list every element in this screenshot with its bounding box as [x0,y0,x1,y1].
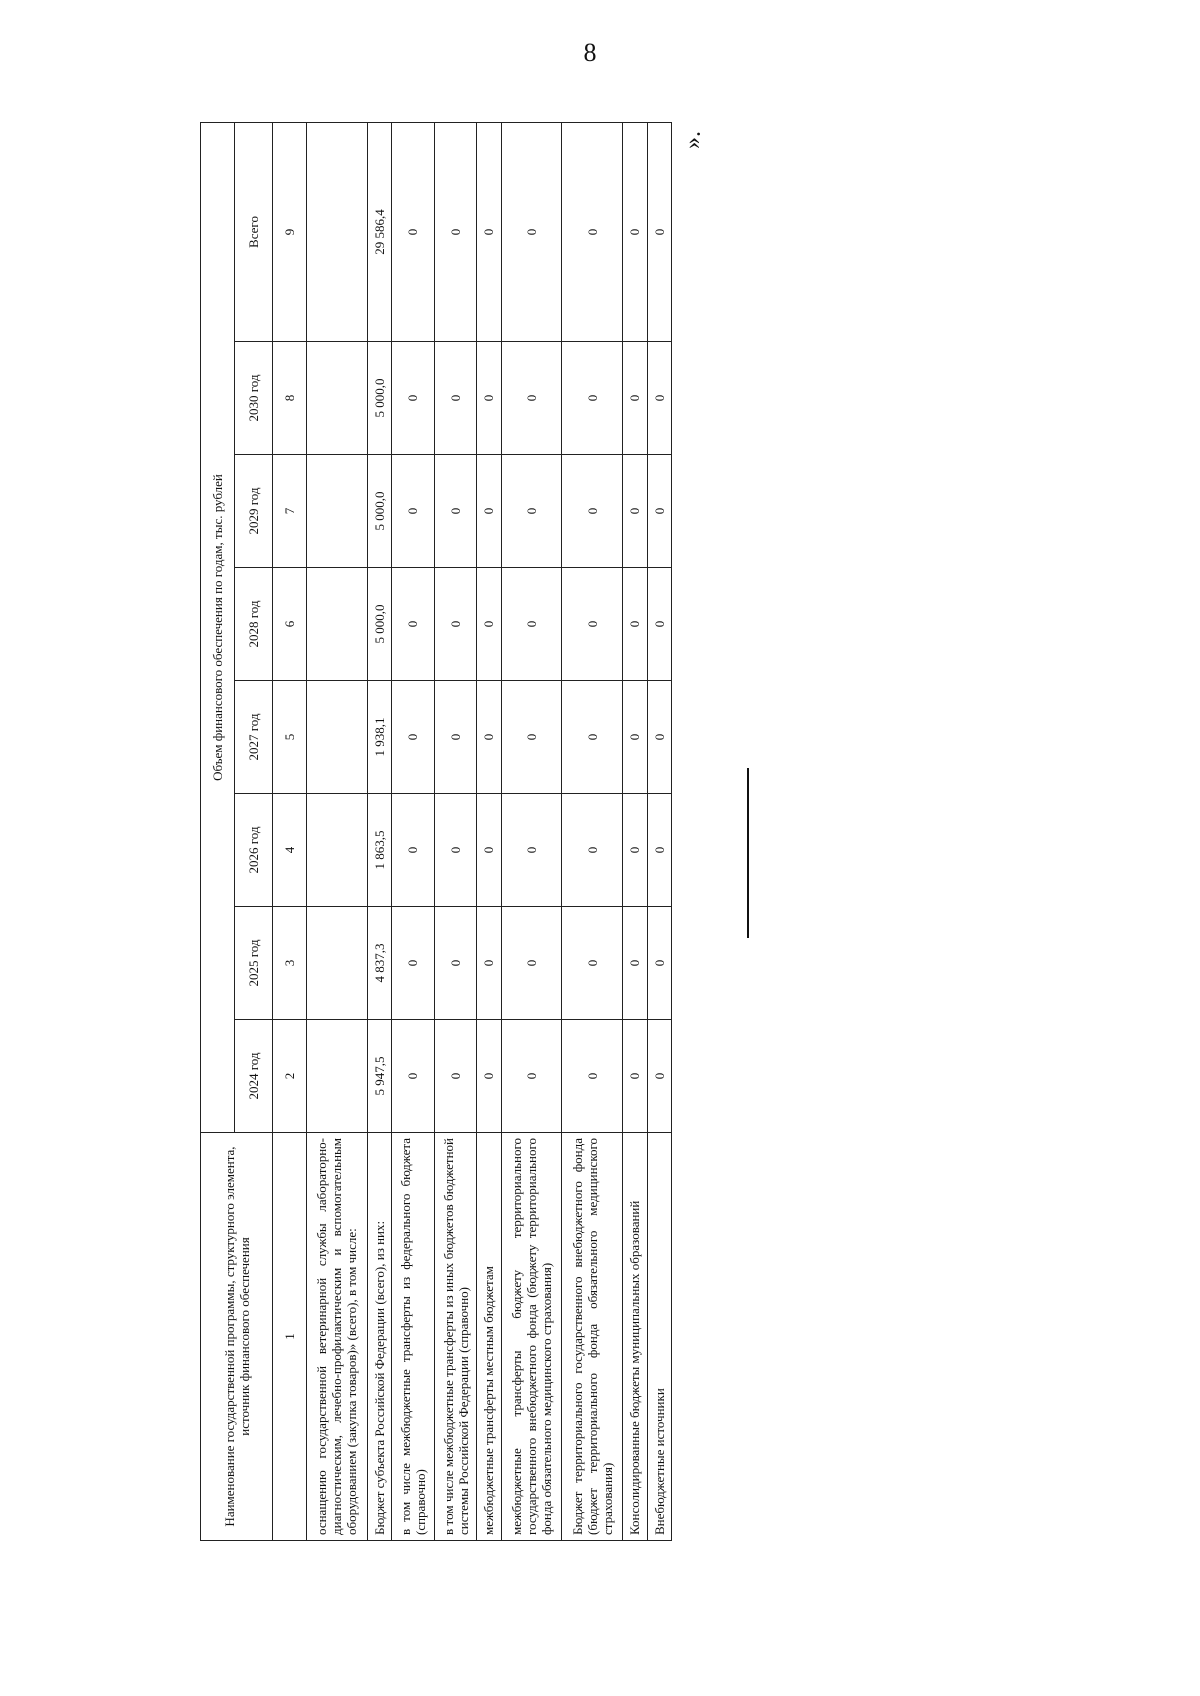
value-cell: 0 [434,907,477,1020]
value-cell: 0 [562,681,623,794]
value-cell: 0 [477,122,501,341]
table-row [307,122,368,1540]
table-row [562,122,623,1540]
value-cell: 0 [477,568,501,681]
column-number-cell: 2 [273,1020,307,1133]
value-cell: 0 [501,455,562,568]
value-cell: 0 [623,455,647,568]
financing-table [200,122,672,1541]
value-cell: 0 [647,907,671,1020]
value-cell: 0 [392,907,435,1020]
separator-line [747,768,749,938]
value-cell: 0 [434,681,477,794]
value-cell [307,122,368,341]
value-cell: 5 947,5 [367,1020,391,1133]
value-cell: 0 [392,342,435,455]
value-cell: 0 [647,122,671,341]
value-cell: 0 [623,122,647,341]
column-number-cell: 5 [273,681,307,794]
value-cell: 0 [647,568,671,681]
value-cell: 0 [647,1020,671,1133]
value-cell: 5 000,0 [367,568,391,681]
row-label-cell: в том числе межбюджетные трансферты из иных бюджетов бюджетной системы Российской Федерации (справочно) [434,1133,477,1541]
value-cell: 5 000,0 [367,455,391,568]
year-column-header: Всего [235,122,273,341]
value-cell: 0 [562,342,623,455]
value-cell: 0 [392,122,435,341]
value-cell [307,342,368,455]
column-number-cell: 8 [273,342,307,455]
table-row [501,122,562,1540]
page-number: 8 [583,38,597,67]
year-column-header: 2025 год [235,907,273,1020]
value-cell: 0 [501,681,562,794]
financing-group-header: Объем финансового обеспечения по годам, тыс. рублей [201,122,235,1132]
year-column-header: 2026 год [235,794,273,907]
table-row [623,122,647,1540]
table-row [434,122,477,1540]
value-cell [307,1020,368,1133]
value-cell: 0 [647,455,671,568]
value-cell: 0 [562,122,623,341]
value-cell: 0 [477,681,501,794]
value-cell: 4 837,3 [367,907,391,1020]
row-label-cell: Бюджет субъекта Российской Федерации (всего), из них: [367,1133,391,1541]
value-cell: 0 [623,342,647,455]
value-cell: 0 [501,568,562,681]
value-cell: 0 [477,1020,501,1133]
value-cell: 0 [434,794,477,907]
value-cell: 0 [434,1020,477,1133]
value-cell: 0 [501,794,562,907]
value-cell: 29 586,4 [367,122,391,341]
column-number-cell: 3 [273,907,307,1020]
value-cell: 0 [562,455,623,568]
row-label-cell: Внебюджетные источники [647,1133,671,1541]
year-column-header: 2030 год [235,342,273,455]
table-row [647,122,671,1540]
value-cell [307,794,368,907]
table-row [367,122,391,1540]
row-label-cell: Бюджет территориального государственного внебюджетного фонда (бюджет территориального фонда обязательного медицинского страхования) [562,1133,623,1541]
value-cell [307,455,368,568]
year-column-header: 2024 год [235,1020,273,1133]
value-cell: 0 [477,455,501,568]
value-cell: 0 [501,342,562,455]
rotated-table-container [200,123,672,1541]
value-cell: 0 [477,342,501,455]
value-cell [307,681,368,794]
value-cell: 0 [647,794,671,907]
row-label-cell: межбюджетные трансферты бюджету территориального государственного внебюджетного фонда (бюджету территориального фонда обязательного медицинского страхования) [501,1133,562,1541]
closing-quote-mark: ». [680,131,706,149]
value-cell: 0 [647,681,671,794]
value-cell: 0 [623,907,647,1020]
value-cell: 1 938,1 [367,681,391,794]
value-cell: 0 [434,455,477,568]
value-cell: 0 [623,681,647,794]
value-cell: 0 [434,568,477,681]
table-row [477,122,501,1540]
value-cell: 0 [623,568,647,681]
value-cell: 0 [501,122,562,341]
column-number-cell: 4 [273,794,307,907]
value-cell: 0 [434,122,477,341]
table-row [392,122,435,1540]
column-number-cell: 7 [273,455,307,568]
value-cell: 0 [562,907,623,1020]
row-label-cell: межбюджетные трансферты местным бюджетам [477,1133,501,1541]
value-cell: 0 [392,455,435,568]
value-cell: 0 [392,794,435,907]
year-column-header: 2029 год [235,455,273,568]
year-column-header: 2027 год [235,681,273,794]
row-label-cell: в том числе межбюджетные трансферты из федерального бюджета (справочно) [392,1133,435,1541]
value-cell: 0 [623,1020,647,1133]
value-cell: 1 863,5 [367,794,391,907]
value-cell: 0 [562,1020,623,1133]
value-cell: 0 [647,342,671,455]
value-cell: 0 [434,342,477,455]
value-cell: 0 [501,907,562,1020]
column-number-cell: 6 [273,568,307,681]
value-cell: 0 [392,681,435,794]
value-cell: 0 [562,568,623,681]
value-cell: 0 [562,794,623,907]
year-column-header: 2028 год [235,568,273,681]
column-number-cell: 9 [273,122,307,341]
value-cell: 5 000,0 [367,342,391,455]
value-cell: 0 [501,1020,562,1133]
value-cell: 0 [477,794,501,907]
row-label-cell: оснащению государственной ветеринарной службы лабораторно-диагностическим, лечебно-профилактическим и вспомогательным оборудованием (закупка товаров)» (всего), в том числе: [307,1133,368,1541]
value-cell: 0 [623,794,647,907]
value-cell: 0 [392,568,435,681]
value-cell [307,907,368,1020]
name-column-header: Наименование государственной программы, структурного элемента, источник финансового обеспечения [201,1133,273,1541]
value-cell: 0 [392,1020,435,1133]
value-cell: 0 [477,907,501,1020]
row-label-cell: Консолидированные бюджеты муниципальных образований [623,1133,647,1541]
value-cell [307,568,368,681]
column-number-cell: 1 [273,1133,307,1541]
